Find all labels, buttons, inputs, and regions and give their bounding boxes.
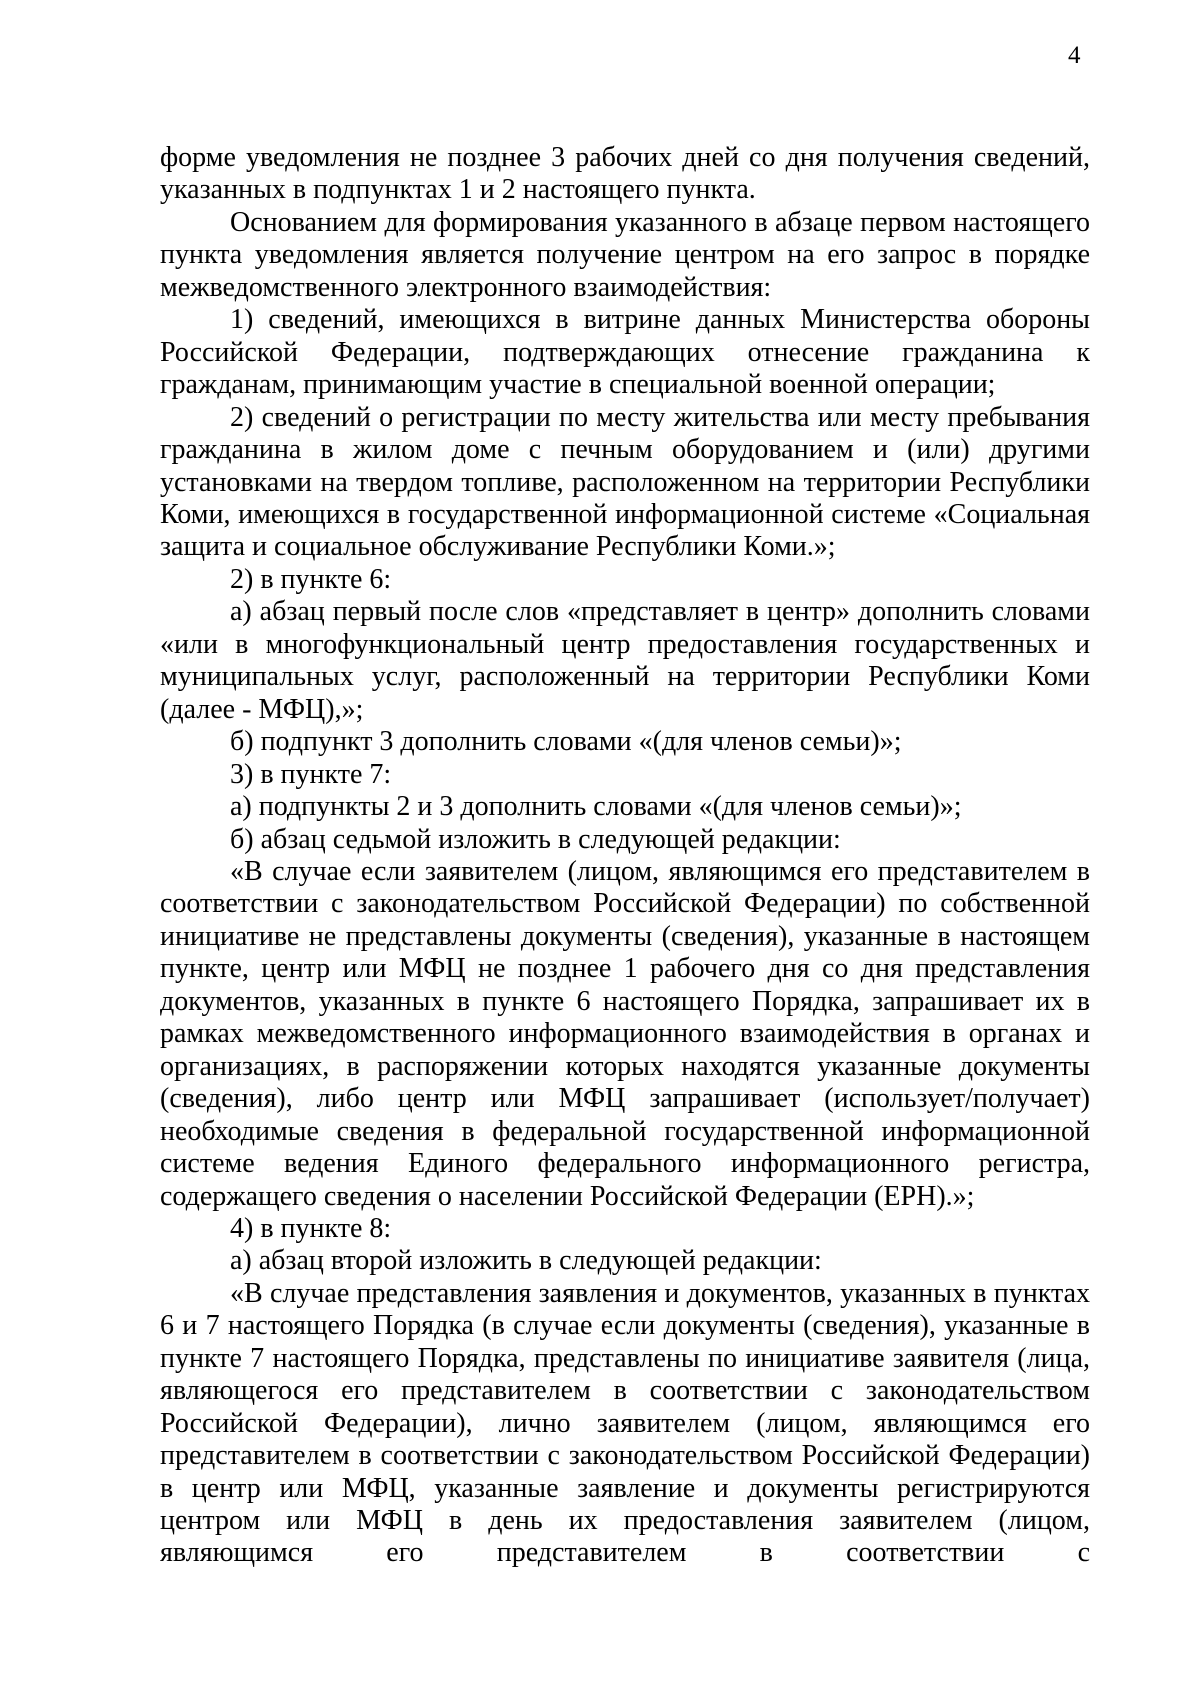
paragraph-point-7-new-text: «В случае если заявителем (лицом, являющимся его представителем в соответствии с законодательством Российской Федерации) по собственной инициативе не представлены документы (сведения), указанные в настоящем пункте, центр или МФЦ не позднее 1 рабочего дня со дня представления документов, указанных в пункте 6 настоящего Порядка, запрашивает их в рамках межведомственного информационного взаимодействия в органах и организациях, в распоряжении которых находятся указанные документы (сведения), либо центр или МФЦ запрашивает (использует/получает) необходимые сведения в федеральной государственной информационной системе ведения Единого федерального информационного регистра, содержащего сведения о населении Российской Федерации (ЕРН).»; <box>160 855 1090 1212</box>
paragraph-continuation: форме уведомления не позднее 3 рабочих дней со дня получения сведений, указанных в подпунктах 1 и 2 настоящего пункта. <box>160 142 1090 206</box>
paragraph-item-1-defense-data: 1) сведений, имеющихся в витрине данных Министерства обороны Российской Федерации, подтверждающих отнесение гражданина к гражданам, принимающим участие в специальной военной операции; <box>160 304 1090 401</box>
paragraph-point-7-a: а) подпункты 2 и 3 дополнить словами «(для членов семьи)»; <box>230 791 962 823</box>
paragraph-amendment-point-8: 4) в пункте 8: <box>230 1212 392 1244</box>
paragraph-basis: Основанием для формирования указанного в абзаце первом настоящего пункта уведомления является получение центром на его запрос в порядке межведомственного электронного взаимодействия: <box>160 206 1090 303</box>
paragraph-amendment-point-6: 2) в пункте 6: <box>230 563 392 595</box>
page-number: 4 <box>1068 42 1081 69</box>
document-body <box>160 142 1090 1570</box>
paragraph-point-6-a: а) абзац первый после слов «представляет в центр» дополнить словами «или в многофункциональный центр предоставления государственных и муниципальных услуг, расположенный на территории Республики Коми (далее - МФЦ),»; <box>160 596 1090 725</box>
paragraph-point-7-b: б) абзац седьмой изложить в следующей редакции: <box>230 823 841 855</box>
paragraph-point-8-a: а) абзац второй изложить в следующей редакции: <box>230 1245 822 1277</box>
paragraph-point-6-b: б) подпункт 3 дополнить словами «(для членов семьи)»; <box>230 726 902 758</box>
paragraph-point-8-new-text: «В случае представления заявления и документов, указанных в пунктах 6 и 7 настоящего Порядка (в случае если документы (сведения), указанные в пункте 7 настоящего Порядка, представлены по инициативе заявителя (лица, являющегося его представителем в соответствии с законодательством Российской Федерации), лично заявителем (лицом, являющимся его представителем в соответствии с законодательством Российской Федерации) в центр или МФЦ, указанные заявление и документы регистрируются центром или МФЦ в день их предоставления заявителем (лицом, являющимся его представителем в соответствии с <box>160 1277 1090 1569</box>
paragraph-amendment-point-7: 3) в пункте 7: <box>230 758 392 790</box>
paragraph-item-2-registration: 2) сведений о регистрации по месту жительства или месту пребывания гражданина в жилом доме с печным оборудованием и (или) другими установками на твердом топливе, расположенном на территории Республики Коми, имеющихся в государственной информационной системе «Социальная защита и социальное обслуживание Республики Коми.»; <box>160 401 1090 563</box>
